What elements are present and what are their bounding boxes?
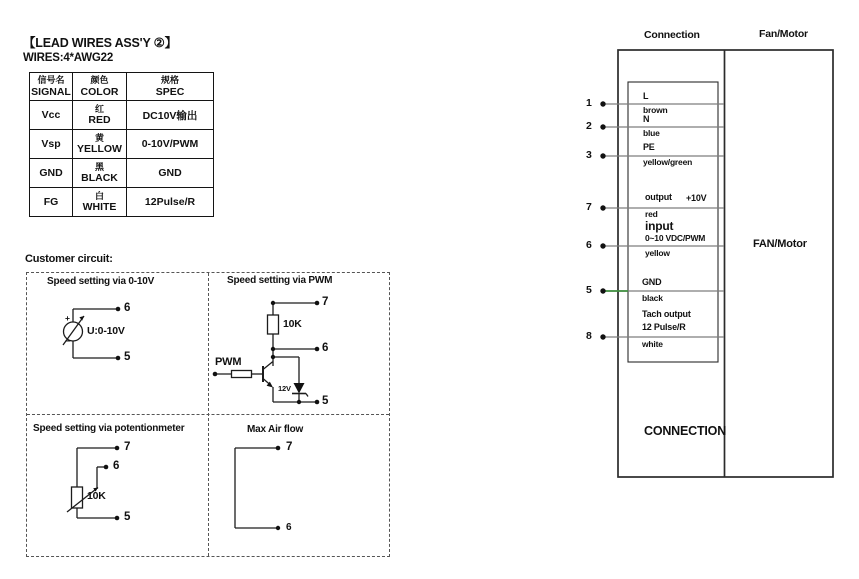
quadrant-divider-horizontal xyxy=(27,414,389,415)
wire-color-yellow: yellow xyxy=(645,248,670,258)
wire-color-white: white xyxy=(642,339,663,349)
cell-signal: Vcc xyxy=(30,101,73,130)
cell-signal: GND xyxy=(30,159,73,188)
connection-diagram-lines xyxy=(600,50,833,477)
q1-terminal-6: 6 xyxy=(124,302,131,314)
q1-title: Speed setting via 0-10V xyxy=(47,276,155,287)
q3-terminal-7: 7 xyxy=(124,441,131,453)
customer-circuit-label: Customer circuit: xyxy=(25,253,113,265)
wire-label-input: input xyxy=(645,219,674,233)
fan-motor-header: Fan/Motor xyxy=(759,28,808,40)
lead-wires-table xyxy=(29,72,214,217)
terminal-number-8: 8 xyxy=(586,330,592,342)
connection-label: CONNECTION xyxy=(644,424,727,438)
cell-color: 黄 YELLOW xyxy=(73,130,127,159)
q3-pot-label: 10K xyxy=(87,490,106,502)
cell-color: 红 RED xyxy=(73,101,127,130)
cell-spec: 0-10V/PWM xyxy=(127,130,214,159)
table-header-row xyxy=(30,73,214,101)
table-row xyxy=(30,130,214,159)
cell-color: 白 WHITE xyxy=(73,188,127,217)
q1-terminal-5: 5 xyxy=(124,351,131,363)
cell-color: 黑 BLACK xyxy=(73,159,127,188)
wire-label-PE: PE xyxy=(643,142,655,152)
minus-mark: − xyxy=(65,336,71,347)
fan-motor-label: FAN/Motor xyxy=(753,238,807,250)
table-row xyxy=(30,159,214,188)
header-color: 颜色 COLOR xyxy=(73,73,127,101)
q4-terminal-6: 6 xyxy=(286,522,292,533)
wire-label-GND: GND xyxy=(642,277,662,287)
cell-signal: FG xyxy=(30,188,73,217)
q2-resistor-label: 10K xyxy=(283,318,302,330)
wire-spec-12-pulse: 12 Pulse/R xyxy=(642,322,686,332)
q3-terminal-6: 6 xyxy=(113,460,120,472)
q4-terminal-7: 7 xyxy=(286,441,293,453)
q3-title: Speed setting via potentionmeter xyxy=(33,423,185,434)
q2-terminal-6: 6 xyxy=(322,342,329,354)
header-signal: 信号名 SIGNAL xyxy=(30,73,73,101)
wire-label-N: N xyxy=(643,114,650,124)
terminal-number-5: 5 xyxy=(586,284,592,296)
wire-color-yellow-green: yellow/green xyxy=(643,157,693,167)
q1-source-label: U:0-10V xyxy=(87,325,125,337)
wire-label-plus10v: +10V xyxy=(686,193,707,203)
wire-color-blue: blue xyxy=(643,128,660,138)
terminal-number-2: 2 xyxy=(586,120,592,132)
lead-wires-title: 【LEAD WIRES ASS'Y ②】 xyxy=(23,36,177,50)
header-spec: 规格 SPEC xyxy=(127,73,214,101)
table-row xyxy=(30,188,214,217)
q2-terminal-7: 7 xyxy=(322,296,329,308)
terminal-number-1: 1 xyxy=(586,97,592,109)
cell-spec: GND xyxy=(127,159,214,188)
cell-spec: DC10V输出 xyxy=(127,101,214,130)
wire-color-red: red xyxy=(645,209,658,219)
wire-label-output: output xyxy=(645,192,672,202)
lead-wires-subtitle: WIRES:4*AWG22 xyxy=(23,52,114,64)
wire-spec-0-10vdc-pwm: 0~10 VDC/PWM xyxy=(645,233,706,243)
terminal-number-6: 6 xyxy=(586,239,592,251)
q2-pwm-label: PWM xyxy=(215,356,242,368)
q3-terminal-5: 5 xyxy=(124,511,131,523)
wire-color-black: black xyxy=(642,293,663,303)
q2-title: Speed setting via PWM xyxy=(227,275,333,286)
terminal-number-7: 7 xyxy=(586,201,592,213)
wire-label-tach-output: Tach output xyxy=(642,309,691,319)
terminal-number-3: 3 xyxy=(586,149,592,161)
cell-spec: 12Pulse/R xyxy=(127,188,214,217)
q4-title: Max Air flow xyxy=(247,424,304,435)
table-row xyxy=(30,101,214,130)
cell-signal: Vsp xyxy=(30,130,73,159)
wire-label-L: L xyxy=(643,91,649,101)
q2-zener-label: 12V xyxy=(278,384,291,393)
customer-circuit-box xyxy=(26,272,390,557)
wire-color-brown: brown xyxy=(643,105,668,115)
q2-terminal-5: 5 xyxy=(322,395,329,407)
plus-mark: + xyxy=(65,313,70,323)
connection-header: Connection xyxy=(644,29,700,41)
terminal-dots xyxy=(600,101,605,339)
